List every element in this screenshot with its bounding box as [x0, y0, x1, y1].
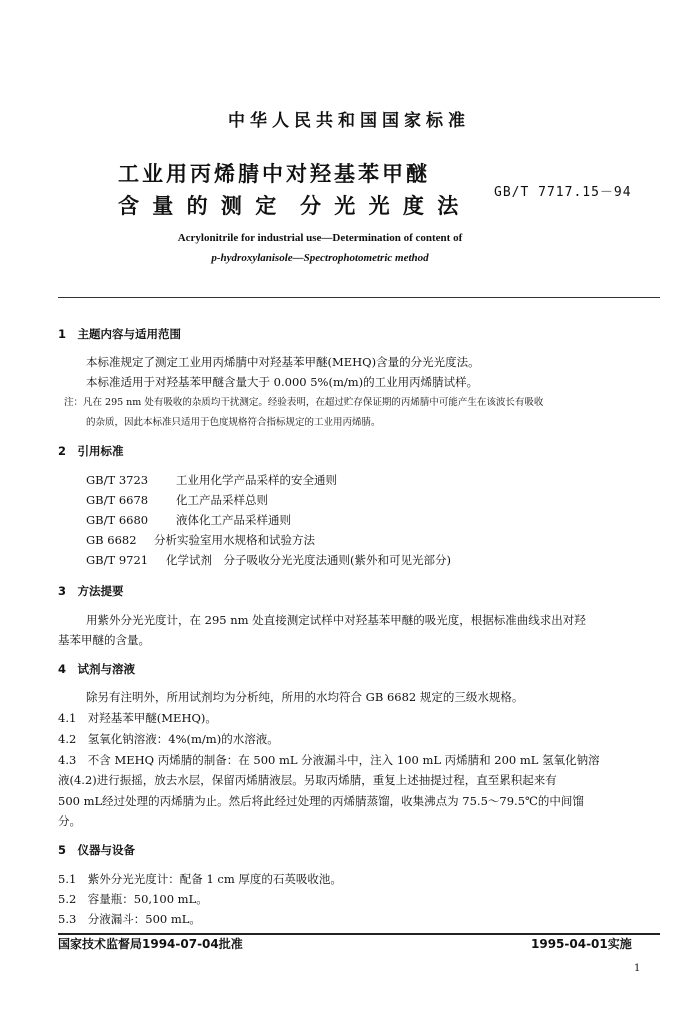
section-5-item-2: 5.2 容量瓶：50,100 mL。: [58, 892, 208, 906]
section-4-item-3-line1: 4.3 不含 MEHQ 丙烯腈的制备：在 500 mL 分液漏斗中，注入 100 mL 丙烯腈和 200 mL 氢氧化钠溶: [58, 753, 600, 767]
section-3-paragraph-line2: 基苯甲醚的含量。: [58, 633, 150, 647]
reference-code: GB/T 9721: [86, 553, 149, 567]
section-1-paragraph-2: 本标准适用于对羟基苯甲醚含量大于 0.000 5%(m/m)的工业用丙烯腈试样。: [86, 375, 479, 389]
section-4-item-3-line4: 分。: [58, 814, 81, 828]
approval-date: 国家技术监督局1994-07-04批准: [58, 937, 243, 951]
document-title-line2-part2: 分 光 光 度 法: [300, 194, 462, 218]
reference-code: GB/T 6680: [86, 513, 149, 527]
section-1-note-line1: 注：凡在 295 nm 处有吸收的杂质均干扰测定。经验表明，在超过贮存保证期的丙烯腈中可能产生在该波长有吸收: [64, 397, 544, 408]
english-title-line1: Acrylonitrile for industrial use—Determination of content of: [177, 232, 463, 244]
section-1-paragraph-1: 本标准规定了测定工业用丙烯腈中对羟基苯甲醚(MEHQ)含量的分光光度法。: [86, 355, 480, 369]
reference-code: GB 6682: [86, 533, 137, 547]
national-standard-heading: 中华人民共和国国家标准: [228, 111, 470, 131]
section-3-paragraph-line1: 用紫外分光光度计，在 295 nm 处直接测定试样中对羟基苯甲醚的吸光度，根据标准曲线求出对羟: [86, 613, 586, 627]
english-title-line2: p-hydroxylanisole—Spectrophotometric method: [211, 252, 429, 264]
reference-item: [86, 472, 337, 488]
section-1-note-line2: 的杂质，因此本标准只适用于色度规格符合指标规定的工业用丙烯腈。: [86, 417, 381, 428]
section-2-heading: 2 引用标准: [58, 444, 124, 458]
reference-title: 液体化工产品采样通则: [176, 513, 291, 527]
page-number: 1: [634, 963, 641, 974]
reference-code: GB/T 3723: [86, 473, 149, 487]
header-divider: [58, 297, 660, 298]
reference-item: [86, 532, 315, 548]
implementation-date: 1995-04-01实施: [531, 937, 632, 951]
reference-title: 分析实验室用水规格和试验方法: [154, 533, 315, 547]
reference-title: 工业用化学产品采样的安全通则: [176, 473, 337, 487]
reference-title: 化工产品采样总则: [176, 493, 268, 507]
section-4-intro: 除另有注明外，所用试剂均为分析纯，所用的水均符合 GB 6682 规定的三级水规格。: [86, 690, 524, 704]
reference-code: GB/T 6678: [86, 493, 149, 507]
reference-title: 化学试剂 分子吸收分光光度法通则(紫外和可见光部分): [166, 553, 451, 567]
section-4-item-1: 4.1 对羟基苯甲醚(MEHQ)。: [58, 711, 217, 725]
reference-item: [86, 492, 268, 508]
reference-item: [86, 512, 291, 528]
document-title-line1: 工业用丙烯腈中对羟基苯甲醚: [118, 162, 430, 186]
section-4-heading: 4 试剂与溶液: [58, 662, 136, 676]
section-1-heading: 1 主题内容与适用范围: [58, 327, 182, 341]
section-5-heading: 5 仪器与设备: [58, 843, 136, 857]
section-4-item-2: 4.2 氢氧化钠溶液：4%(m/m)的水溶液。: [58, 732, 279, 746]
reference-item: [86, 552, 451, 568]
section-5-item-3: 5.3 分液漏斗：500 mL。: [58, 912, 201, 926]
document-title-line2-part1: 含 量 的 测 定: [118, 194, 280, 218]
section-3-heading: 3 方法提要: [58, 584, 124, 598]
section-5-item-1: 5.1 紫外分光光度计：配备 1 cm 厚度的石英吸收池。: [58, 872, 342, 886]
section-4-item-3-line2: 液(4.2)进行振摇，放去水层，保留丙烯腈液层。另取丙烯腈，重复上述抽提过程，直至累积起来有: [58, 773, 557, 787]
standard-code: GB/T 7717.15－94: [494, 185, 632, 200]
section-4-item-3-line3: 500 mL经过处理的丙烯腈为止。然后将此经过处理的丙烯腈蒸馏，收集沸点为 75.5～79.5℃的中间馏: [58, 794, 584, 808]
